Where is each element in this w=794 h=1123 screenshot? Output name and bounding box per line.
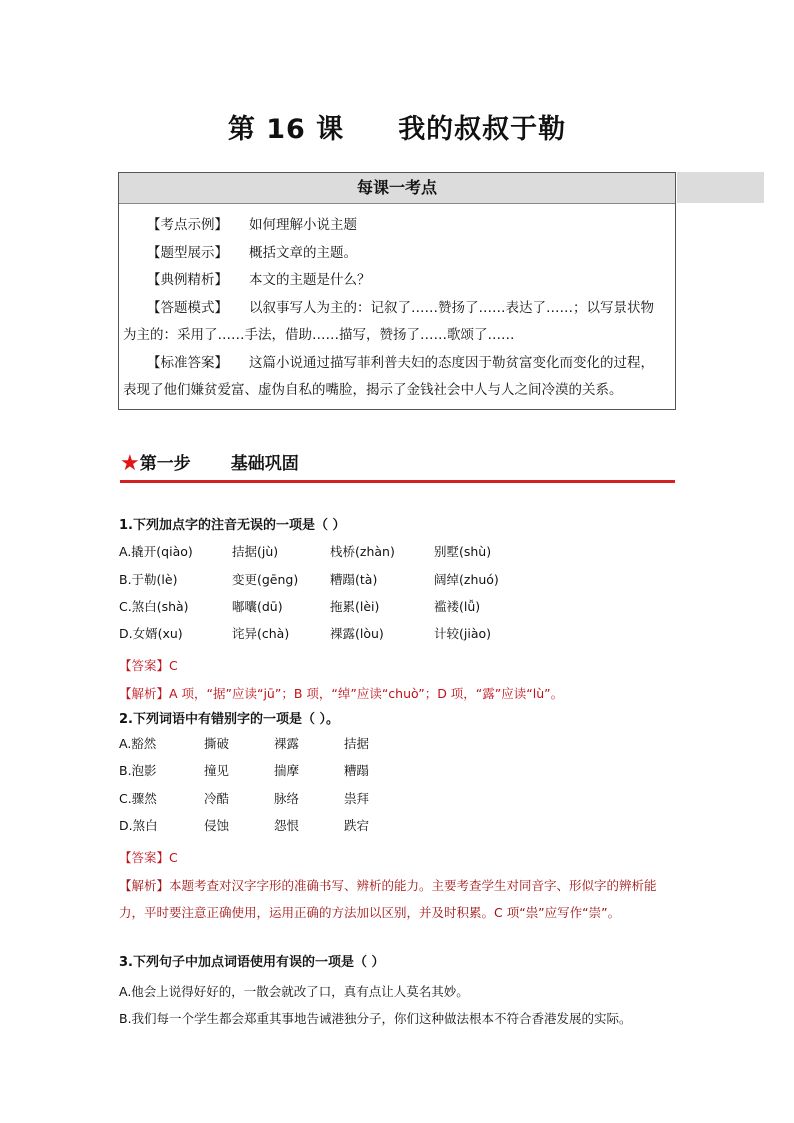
option-item: 别墅(shù) <box>434 544 492 559</box>
key-text: 本文的主题是什么？ <box>249 272 371 288</box>
option-item: 褴褛(lǚ) <box>434 599 481 614</box>
key-row-example <box>123 212 671 240</box>
answer-text: 【答案】C <box>119 850 178 865</box>
option-item: 冷酷 <box>204 791 230 806</box>
option-sentence: B.我们每一个学生都会郑重其事地告诫港独分子，你们这种做法根本不符合香港发展的实际。 <box>119 1011 632 1026</box>
option-item: 祟拜 <box>344 791 370 806</box>
option-row <box>119 734 679 761</box>
key-point-box <box>118 172 676 410</box>
option-item: A.豁然 <box>119 736 157 751</box>
option-item: D.女婿(xu) <box>119 626 183 641</box>
lesson-number: 第 16 课 <box>227 114 345 145</box>
key-text: 如何理解小说主题 <box>249 217 357 233</box>
option-row <box>119 789 679 816</box>
question-3 <box>119 951 385 970</box>
heading-bar-extension <box>677 172 764 203</box>
option-item: B.泡影 <box>119 763 157 778</box>
question-1 <box>119 514 346 533</box>
key-label: 【题型展示】 <box>147 244 228 261</box>
option-item: 跌宕 <box>344 818 370 833</box>
option-item: 撞见 <box>204 763 230 778</box>
option-item: 揣摩 <box>274 763 300 778</box>
option-item: 阔绰(zhuó) <box>434 572 499 587</box>
option-item: 裸露(lòu) <box>330 626 384 641</box>
option-item: A.撬开(qiào) <box>119 544 193 559</box>
star-icon: ★ <box>120 451 140 476</box>
option-row <box>119 542 563 570</box>
option-item: 栈桥(zhàn) <box>330 544 395 559</box>
question-title: 1.下列加点字的注音无误的一项是（ ） <box>119 518 346 533</box>
analysis-text: 【解析】A 项，“据”应读“jū”；B 项，“绰”应读“chuò”；D 项，“露”应读“lù”。 <box>119 686 564 701</box>
question-2 <box>119 708 339 727</box>
question-title: 2.下列词语中有错别字的一项是（ ）。 <box>119 712 340 727</box>
option-item: 糟蹋(tà) <box>330 572 378 587</box>
option-item: 裸露 <box>274 736 300 751</box>
key-row-type <box>123 240 671 268</box>
step-label: 第一步 <box>139 454 191 474</box>
option-item: 撕破 <box>204 736 230 751</box>
key-point-body <box>119 204 675 405</box>
option-row <box>119 624 563 652</box>
step-name: 基础巩固 <box>230 454 299 474</box>
option-item: 计较(jiào) <box>434 626 492 641</box>
option-item: C.骤然 <box>119 791 157 806</box>
analysis-text: 【解析】本题考查对汉字字形的准确书写、辨析的能力。主要考查学生对同音字、形似字的辨析能力，平时要注意正确使用，运用正确的方法加以区别，并及时积累。C 项“祟”应写作“崇”。 <box>119 878 657 920</box>
question-3-options <box>119 978 632 1032</box>
option-item: 变更(gēng) <box>232 572 299 587</box>
option-item: 嘟囔(dū) <box>232 599 283 614</box>
key-text: 这篇小说通过描写菲利普夫妇的态度因于勒贫富变化而变化的过程， <box>249 354 654 371</box>
question-1-options <box>119 542 563 708</box>
option-item: 脉络 <box>274 791 300 806</box>
option-row <box>119 597 563 624</box>
question-2-options <box>119 734 679 926</box>
answer-text: 【答案】C <box>119 658 178 673</box>
key-row-model <box>123 295 671 323</box>
question-title: 3.下列句子中加点词语使用有误的一项是（ ） <box>119 955 385 970</box>
key-point-heading: 每课一考点 <box>119 173 675 204</box>
option-item: 拮据(jù) <box>232 544 279 559</box>
option-row <box>119 816 679 844</box>
option-item: B.于勒(lè) <box>119 572 178 587</box>
option-item: 诧异(chà) <box>232 626 290 641</box>
key-label: 【典例精析】 <box>147 272 228 288</box>
lesson-name: 我的叔叔于勒 <box>398 114 567 145</box>
key-row-answer <box>123 350 671 378</box>
option-item: 拮据 <box>344 736 370 751</box>
option-item: 怨恨 <box>274 818 300 833</box>
option-item: 侵蚀 <box>204 818 230 833</box>
key-row-analysis <box>123 267 671 295</box>
key-row-answer-cont: 表现了他们嫌贫爱富、虚伪自私的嘴脸，揭示了金钱社会中人与人之间冷漠的关系。 <box>123 382 623 398</box>
key-text: 以叙事写人为主的：记叙了……赞扬了……表达了……；以写景状物 <box>249 299 654 316</box>
option-row <box>119 761 679 789</box>
key-row-model-cont: 为主的：采用了……手法，借助……描写，赞扬了……歌颂了…… <box>123 327 515 343</box>
option-item: C.煞白(shà) <box>119 599 189 614</box>
option-row <box>119 570 563 597</box>
key-label: 【答题模式】 <box>147 299 228 316</box>
page-title <box>0 107 794 146</box>
option-sentence: A.他会上说得好好的，一散会就改了口，真有点让人莫名其妙。 <box>119 984 469 999</box>
key-text: 概括文章的主题。 <box>249 244 357 261</box>
key-label: 【标准答案】 <box>147 354 228 371</box>
section-heading <box>120 450 675 483</box>
option-item: 拖累(lèi) <box>330 599 380 614</box>
option-item: 糟蹋 <box>344 763 370 778</box>
key-label: 【考点示例】 <box>147 217 228 233</box>
option-item: D.煞白 <box>119 818 158 833</box>
